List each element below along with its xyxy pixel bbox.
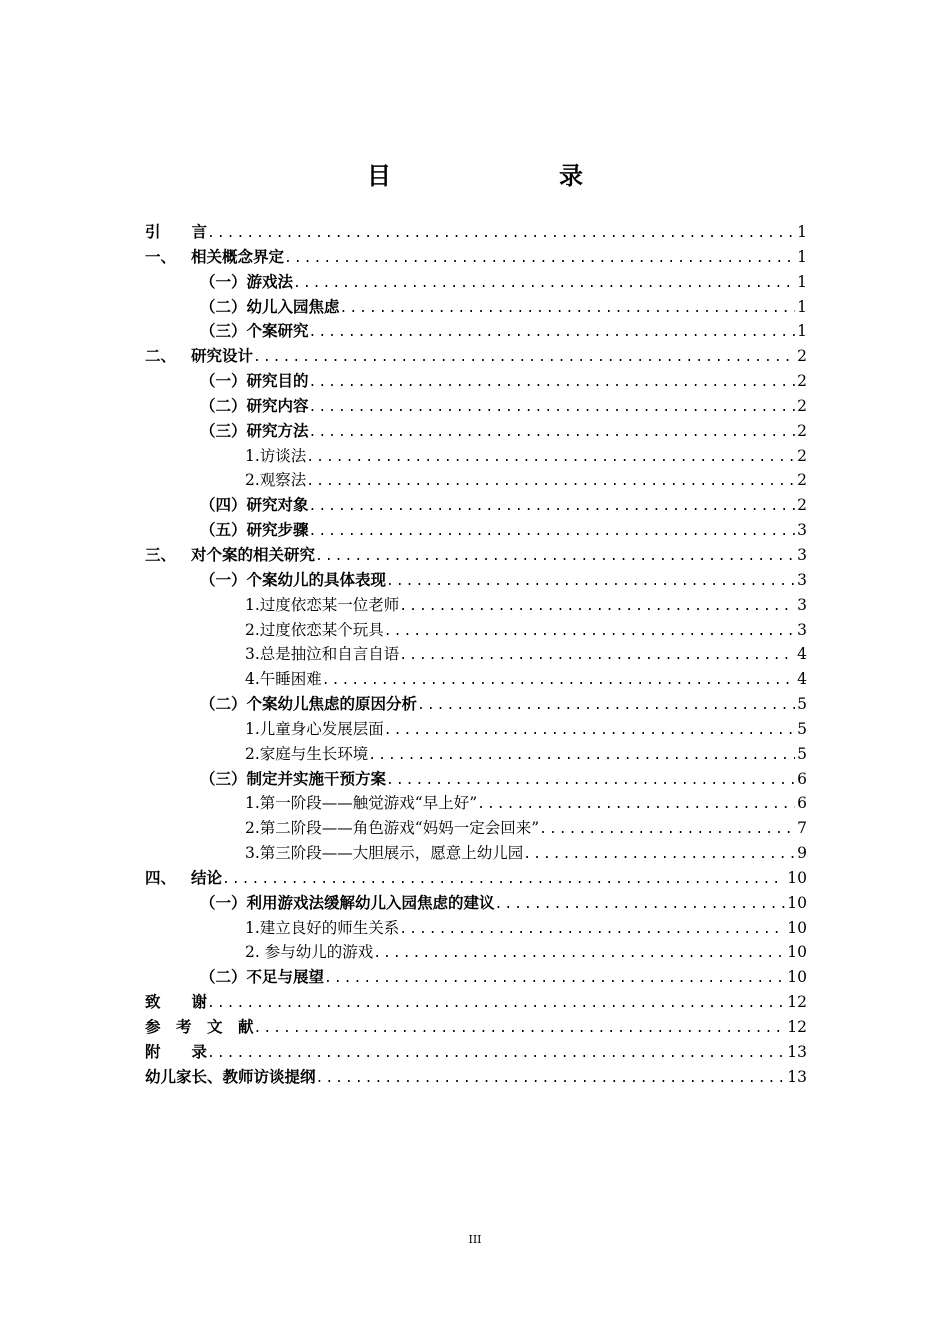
toc-entry[interactable] (145, 940, 807, 965)
toc-entry-text: 致 谢 (145, 993, 208, 1012)
toc-entry-text: （一）利用游戏法缓解幼儿入园焦虑的建议 (200, 893, 495, 912)
toc-entry[interactable] (145, 692, 807, 717)
toc-entry[interactable] (145, 295, 807, 320)
toc-entry-page: 10 (787, 943, 807, 962)
toc-entry-text: 相关概念界定 (191, 247, 285, 266)
toc-entry-text: 2. 参与幼儿的游戏 (245, 943, 374, 962)
toc-entry-text: （一）研究目的 (200, 372, 309, 391)
toc-entry-text: 1.建立良好的师生关系 (245, 918, 400, 937)
dot-leader (386, 570, 795, 595)
toc-entry-text: 1.儿童身心发展层面 (245, 719, 384, 738)
toc-entry[interactable] (145, 1015, 807, 1040)
toc-entry-page: 2 (797, 471, 807, 490)
dot-leader (309, 396, 796, 421)
toc-entry-number: 一、 (145, 247, 177, 266)
toc-entry-text: （二）不足与展望 (200, 968, 325, 987)
toc-entry-label (200, 568, 386, 593)
toc-entry[interactable] (145, 618, 807, 643)
toc-entry-page: 2 (797, 396, 807, 415)
toc-entry-text: （一）个案幼儿的具体表现 (200, 570, 387, 589)
dot-leader (322, 669, 795, 694)
toc-entry-text: 结论 (191, 868, 223, 887)
dot-leader (309, 371, 796, 396)
toc-entry-text: 2.过度依恋某个玩具 (245, 620, 384, 639)
toc-entry-page: 2 (797, 347, 807, 366)
dot-leader (373, 942, 785, 967)
toc-entry[interactable] (145, 965, 807, 990)
toc-entry-text: 3.第三阶段——大胆展示，愿意上幼儿园 (245, 844, 524, 863)
toc-entry[interactable] (145, 866, 807, 891)
toc-entry-page: 1 (797, 272, 807, 291)
toc-entry[interactable] (145, 394, 807, 419)
toc-entry-page: 1 (797, 322, 807, 341)
toc-title: 目 录 (367, 162, 623, 190)
toc-entry-page: 2 (797, 496, 807, 515)
dot-leader (309, 321, 796, 346)
toc-entry[interactable] (145, 270, 807, 295)
toc-entry-page: 3 (797, 595, 807, 614)
toc-entry-label (245, 468, 306, 493)
toc-entry-page: 3 (797, 545, 807, 564)
toc-entry-text: 2.观察法 (245, 471, 307, 490)
toc-entry[interactable] (145, 319, 807, 344)
dot-leader (324, 967, 785, 992)
toc-entry[interactable] (145, 742, 807, 767)
toc-entry-page: 13 (787, 1042, 807, 1061)
toc-entry-text: 2.第二阶段——角色游戏“妈妈一定会回来” (245, 819, 540, 838)
dot-leader (306, 446, 795, 471)
toc-entry-label (200, 891, 495, 916)
toc-entry[interactable] (145, 245, 807, 270)
toc-entry-label (145, 220, 207, 245)
toc-entry[interactable] (145, 916, 807, 941)
toc-entry-number: 三、 (145, 545, 177, 564)
toc-entry-text: 对个案的相关研究 (191, 545, 316, 564)
toc-entry[interactable] (145, 891, 807, 916)
toc-entry-label (200, 692, 417, 717)
dot-leader (253, 346, 795, 371)
dot-leader (495, 893, 786, 918)
toc-entry[interactable] (145, 642, 807, 667)
dot-leader (309, 495, 796, 520)
toc-entry-text: （二）个案幼儿焦虑的原因分析 (200, 695, 418, 714)
toc-entry-page: 5 (797, 719, 807, 738)
toc-entry-text: 1.过度依恋某一位老师 (245, 595, 400, 614)
dot-leader (284, 247, 795, 272)
toc-entry-page: 5 (797, 744, 807, 763)
toc-entry-text: （三）研究方法 (200, 421, 309, 440)
toc-entry-text: 引 言 (145, 223, 208, 241)
toc-entry-page: 3 (797, 521, 807, 540)
toc-entry-label (245, 791, 477, 816)
dot-leader (222, 868, 785, 893)
toc-entry[interactable] (145, 543, 807, 568)
toc-entry[interactable] (145, 767, 807, 792)
toc-entry-page: 1 (797, 223, 807, 241)
toc-entry[interactable] (145, 593, 807, 618)
toc-entry-label (200, 369, 309, 394)
toc-entry-label (145, 990, 207, 1015)
toc-entry-label (245, 593, 399, 618)
toc-entry-label (200, 518, 309, 543)
toc-entry-page: 1 (797, 297, 807, 316)
toc-entry-page: 4 (797, 645, 807, 664)
toc-entry[interactable] (145, 493, 807, 518)
toc-entry-label (245, 618, 384, 643)
toc-entry-text: （二）研究内容 (200, 396, 309, 415)
toc-entry-text: （二）幼儿入园焦虑 (200, 297, 340, 316)
toc-entry[interactable] (145, 369, 807, 394)
toc-entry[interactable] (145, 841, 807, 866)
toc-entry-label (200, 295, 340, 320)
toc-entry-label (245, 742, 368, 767)
toc-entry-label (245, 816, 539, 841)
dot-leader (309, 520, 796, 545)
toc-entry-label (145, 866, 222, 891)
toc-entry[interactable] (145, 816, 807, 841)
toc-entry[interactable] (145, 667, 807, 692)
toc-entry-text: 研究设计 (191, 347, 254, 366)
toc-entry-label (145, 344, 253, 369)
dot-leader (293, 272, 795, 297)
toc-entry-page: 3 (797, 620, 807, 639)
toc-entry-page: 3 (797, 570, 807, 589)
toc-entry-page: 12 (787, 1018, 807, 1036)
toc-entry-page: 2 (797, 372, 807, 391)
toc-entry-label (200, 270, 293, 295)
toc-entry[interactable] (145, 468, 807, 493)
toc-entry-label (200, 965, 324, 990)
dot-leader (399, 595, 795, 620)
dot-leader (384, 719, 795, 744)
dot-leader (417, 694, 795, 719)
toc-entry[interactable] (145, 419, 807, 444)
toc-entry-page: 2 (797, 421, 807, 440)
toc-entry-page: 10 (787, 868, 807, 887)
toc-entry[interactable] (145, 220, 807, 245)
dot-leader (309, 421, 796, 446)
toc-entry-text: （一）游戏法 (200, 272, 294, 291)
dot-leader (207, 992, 785, 1017)
toc-entry-label (245, 717, 384, 742)
toc-entry-page: 5 (797, 695, 807, 714)
page-number: III (468, 1233, 482, 1246)
toc-entry[interactable] (145, 791, 807, 816)
toc-entry-text: （五）研究步骤 (200, 521, 309, 540)
toc-entry-page: 10 (787, 893, 807, 912)
toc-entry-label (245, 642, 399, 667)
toc-entry-text: 1.访谈法 (245, 446, 307, 465)
toc-entry-label (245, 916, 399, 941)
toc-entry-label (200, 493, 309, 518)
toc-entry-page: 4 (797, 670, 807, 689)
toc-entry[interactable] (145, 717, 807, 742)
toc-entry-text: （三）制定并实施干预方案 (200, 769, 387, 788)
dot-leader (399, 918, 785, 943)
dot-leader (254, 1017, 786, 1042)
toc-entry[interactable] (145, 518, 807, 543)
dot-leader (315, 545, 795, 570)
toc-entry-page: 2 (797, 446, 807, 465)
toc-entry-text: 2.家庭与生长环境 (245, 744, 369, 763)
toc-entry-label (145, 1040, 207, 1065)
toc-entry-page: 9 (797, 844, 807, 863)
dot-leader (368, 744, 795, 769)
toc-entry[interactable] (145, 990, 807, 1015)
toc-entry-label (145, 1015, 254, 1040)
toc-entry-label (200, 419, 309, 444)
dot-leader (399, 644, 795, 669)
toc-entry-label (200, 394, 309, 419)
dot-leader (207, 222, 795, 247)
toc-entry-label (145, 245, 284, 270)
toc-entry-text: 参 考 文 献 (145, 1018, 254, 1036)
toc-entry-text: （三）个案研究 (200, 322, 309, 341)
toc-entry-number: 二、 (145, 347, 177, 366)
dot-leader (340, 297, 796, 322)
toc-entry-text: 附 录 (145, 1042, 208, 1061)
toc-entry-page: 12 (787, 993, 807, 1012)
toc-entry-page: 6 (797, 769, 807, 788)
toc-entry-page: 13 (787, 1067, 807, 1086)
toc-entry-label (200, 319, 309, 344)
toc-entry-label (245, 940, 373, 965)
dot-leader (384, 620, 795, 645)
toc-entry[interactable] (145, 568, 807, 593)
dot-leader (477, 793, 795, 818)
dot-leader (386, 769, 795, 794)
dot-leader (207, 1042, 785, 1067)
toc-entry[interactable] (145, 444, 807, 469)
dot-leader (523, 843, 795, 868)
toc-entry-label (245, 841, 523, 866)
dot-leader (539, 818, 795, 843)
toc-entry-page: 6 (797, 794, 807, 813)
toc-entry-number: 四、 (145, 868, 177, 887)
toc-entry-label (200, 767, 386, 792)
toc-entry-text: 4.午睡困难 (245, 670, 322, 689)
toc-entry-text: 1.第一阶段——触觉游戏“早上好” (245, 794, 478, 813)
table-of-contents (145, 220, 807, 1090)
toc-entry-page: 10 (787, 968, 807, 987)
toc-entry-label (145, 1065, 316, 1090)
toc-entry-text: 幼儿家长、教师访谈提纲 (145, 1067, 316, 1086)
toc-entry-page: 1 (797, 247, 807, 266)
toc-entry-page: 10 (787, 918, 807, 937)
dot-leader (306, 470, 795, 495)
toc-entry-label (245, 667, 322, 692)
toc-entry[interactable] (145, 1065, 807, 1090)
toc-entry-text: （四）研究对象 (200, 496, 309, 515)
toc-entry-label (245, 444, 306, 469)
toc-entry[interactable] (145, 344, 807, 369)
toc-entry-text: 3.总是抽泣和自言自语 (245, 645, 400, 664)
dot-leader (316, 1067, 786, 1092)
toc-entry-page: 7 (797, 819, 807, 838)
toc-entry[interactable] (145, 1040, 807, 1065)
toc-entry-label (145, 543, 315, 568)
